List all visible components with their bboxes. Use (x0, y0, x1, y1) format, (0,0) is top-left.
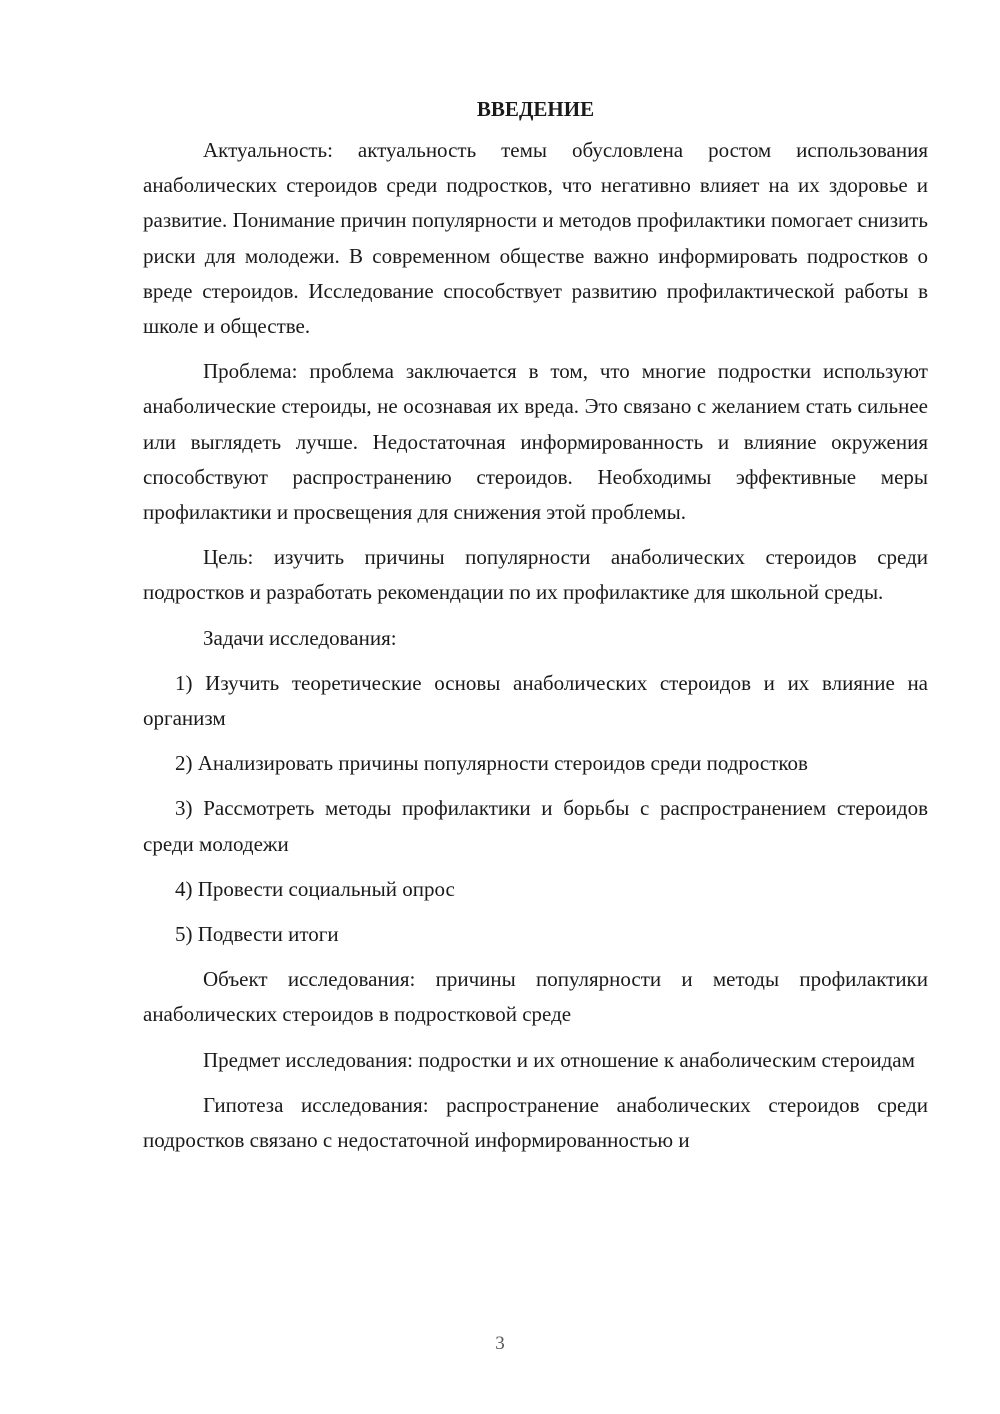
relevance-paragraph: Актуальность: актуальность темы обусловлена ростом использования анаболических стероидов среди подростков, что негативно влияет на их здоровье и развитие. Понимание причин популярности и методов профилактики помогает снизить риски для молодежи. В современном обществе важно информировать подростков о вреде стероидов. Исследование способствует развитию профилактической работы в школе и обществе. (143, 138, 928, 339)
task-item-4: 4) Провести социальный опрос (175, 876, 455, 901)
task-item-2: 2) Анализировать причины популярности стероидов среди подростков (175, 751, 808, 776)
tasks-heading: Задачи исследования: (203, 625, 397, 650)
goal-paragraph: Цель: изучить причины популярности анаболических стероидов среди подростков и разработать рекомендации по их профилактике для школьной среды. (143, 545, 928, 605)
section-title: ВВЕДЕНИЕ (476, 97, 595, 121)
object-paragraph: Объект исследования: причины популярности и методы профилактики анаболических стероидов в подростковой среде (143, 967, 928, 1027)
subject-paragraph: Предмет исследования: подростки и их отношение к анаболическим стероидам (203, 1047, 915, 1072)
task-item-5: 5) Подвести итоги (175, 922, 339, 947)
hypothesis-paragraph: Гипотеза исследования: распространение анаболических стероидов среди подростков связано с недостаточной информированностью и (143, 1092, 928, 1153)
problem-paragraph: Проблема: проблема заключается в том, что многие подростки используют анаболические стероиды, не осознавая их вреда. Это связано с желанием стать сильнее или выглядеть лучше. Недостаточная информированность и влияние окружения способствуют распространению стероидов. Необходимы эффективные меры профилактики и просвещения для снижения этой проблемы. (143, 359, 928, 525)
task-item-3: 3) Рассмотреть методы профилактики и борьбы с распространением стероидов среди молодежи (143, 796, 928, 856)
task-item-1: 1) Изучить теоретические основы анаболических стероидов и их влияние на организм (143, 670, 928, 731)
page-number: 3 (495, 1333, 505, 1354)
document-page (143, 92, 928, 1168)
